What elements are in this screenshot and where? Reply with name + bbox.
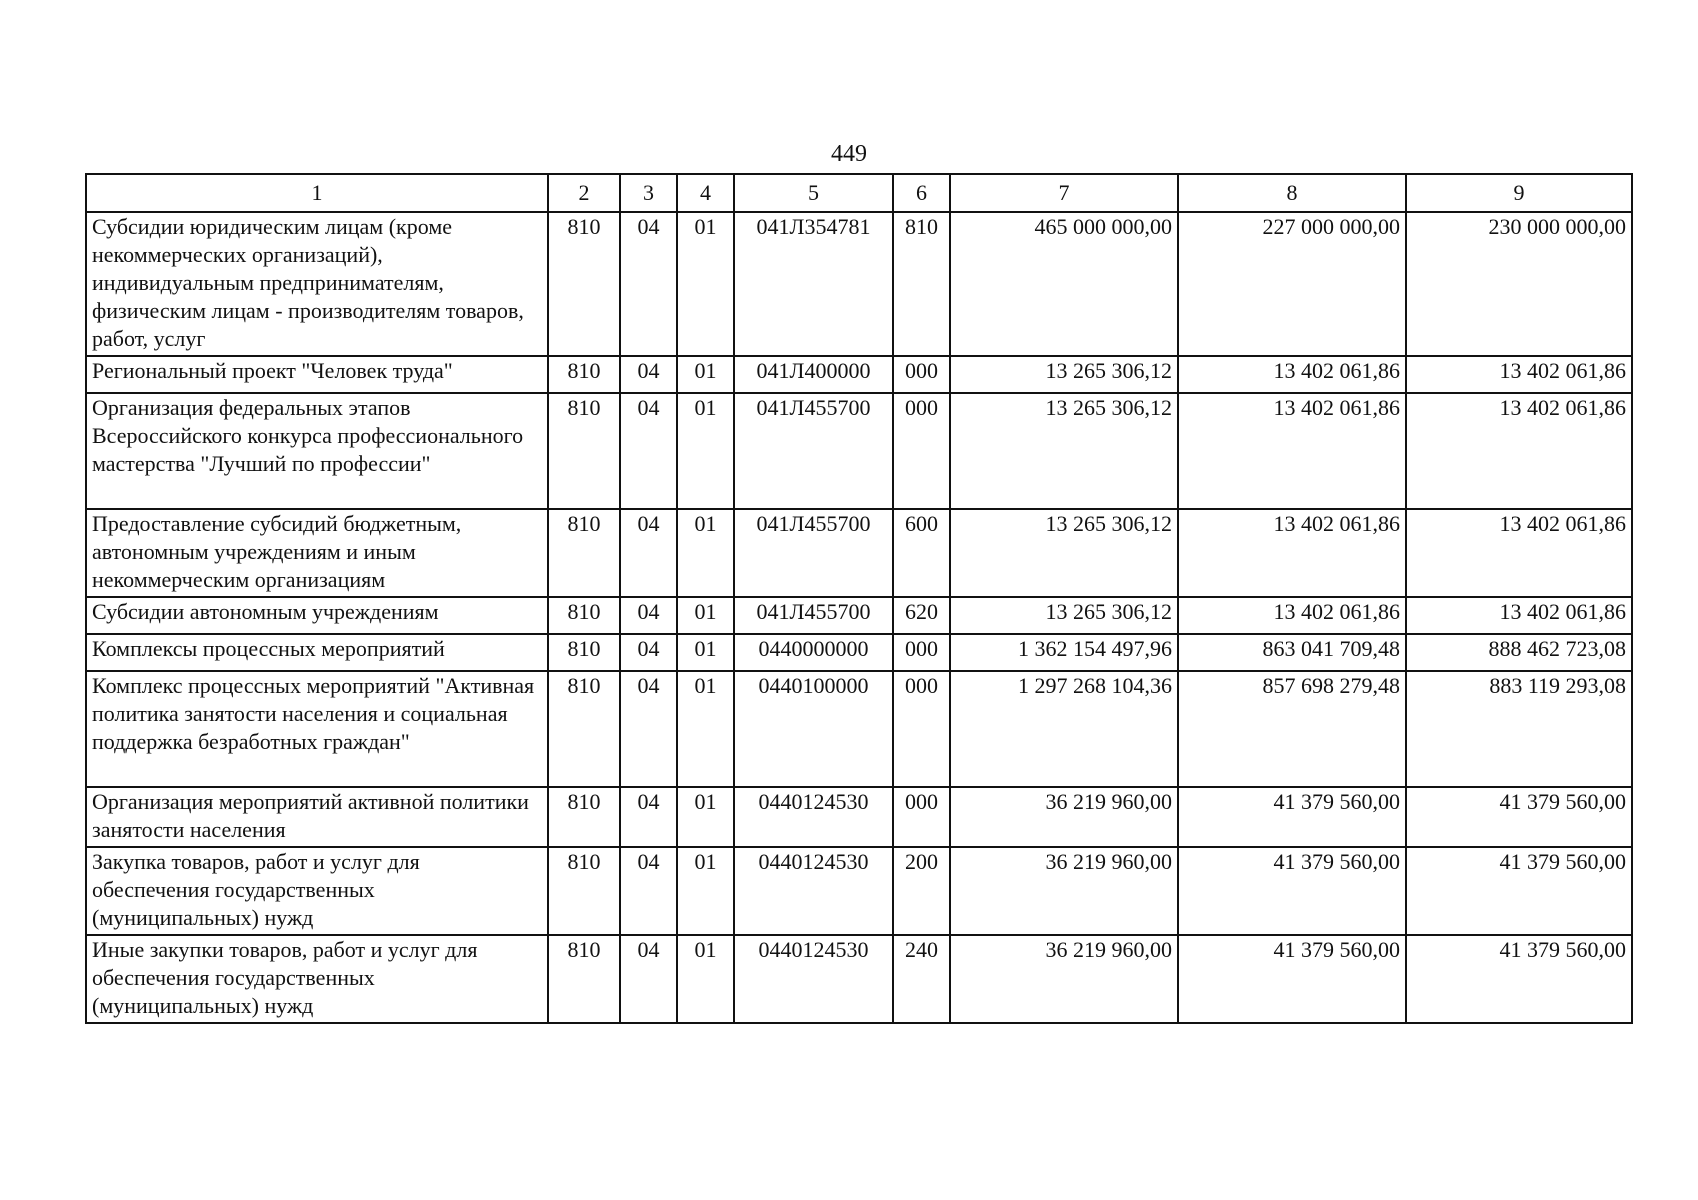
row-code-3: 04 bbox=[620, 847, 677, 935]
row-code-2: 810 bbox=[548, 212, 620, 356]
row-code-5: 0440000000 bbox=[734, 634, 893, 671]
row-code-4: 01 bbox=[677, 509, 734, 597]
row-code-4: 01 bbox=[677, 935, 734, 1023]
row-amount-9: 41 379 560,00 bbox=[1406, 787, 1632, 847]
row-code-6: 600 bbox=[893, 509, 950, 597]
row-code-4: 01 bbox=[677, 356, 734, 393]
row-name: Комплекс процессных мероприятий "Активная политика занятости населения и социальная поддержка безработных граждан" bbox=[86, 671, 548, 787]
header-cell-8: 8 bbox=[1178, 174, 1406, 212]
row-code-3: 04 bbox=[620, 212, 677, 356]
table-row bbox=[86, 509, 1632, 597]
header-cell-2: 2 bbox=[548, 174, 620, 212]
row-code-6: 000 bbox=[893, 393, 950, 509]
budget-table bbox=[85, 173, 1633, 1024]
row-code-5: 0440124530 bbox=[734, 787, 893, 847]
row-code-4: 01 bbox=[677, 671, 734, 787]
header-cell-7: 7 bbox=[950, 174, 1178, 212]
row-code-3: 04 bbox=[620, 787, 677, 847]
row-amount-8: 13 402 061,86 bbox=[1178, 356, 1406, 393]
header-cell-5: 5 bbox=[734, 174, 893, 212]
header-cell-9: 9 bbox=[1406, 174, 1632, 212]
row-code-4: 01 bbox=[677, 634, 734, 671]
row-name: Субсидии автономным учреждениям bbox=[86, 597, 548, 634]
table-row bbox=[86, 634, 1632, 671]
row-code-3: 04 bbox=[620, 671, 677, 787]
row-amount-9: 13 402 061,86 bbox=[1406, 393, 1632, 509]
row-amount-8: 227 000 000,00 bbox=[1178, 212, 1406, 356]
row-code-3: 04 bbox=[620, 634, 677, 671]
row-amount-9: 230 000 000,00 bbox=[1406, 212, 1632, 356]
row-code-3: 04 bbox=[620, 509, 677, 597]
row-code-3: 04 bbox=[620, 597, 677, 634]
row-code-6: 620 bbox=[893, 597, 950, 634]
row-code-6: 810 bbox=[893, 212, 950, 356]
row-code-4: 01 bbox=[677, 212, 734, 356]
row-name: Закупка товаров, работ и услуг для обеспечения государственных (муниципальных) нужд bbox=[86, 847, 548, 935]
row-code-5: 0440124530 bbox=[734, 847, 893, 935]
row-code-4: 01 bbox=[677, 847, 734, 935]
table-row bbox=[86, 847, 1632, 935]
row-name: Региональный проект "Человек труда" bbox=[86, 356, 548, 393]
row-amount-8: 13 402 061,86 bbox=[1178, 509, 1406, 597]
row-code-4: 01 bbox=[677, 787, 734, 847]
row-code-5: 041Л455700 bbox=[734, 509, 893, 597]
row-amount-8: 41 379 560,00 bbox=[1178, 935, 1406, 1023]
row-amount-7: 1 297 268 104,36 bbox=[950, 671, 1178, 787]
row-code-2: 810 bbox=[548, 356, 620, 393]
row-code-2: 810 bbox=[548, 509, 620, 597]
row-amount-9: 13 402 061,86 bbox=[1406, 597, 1632, 634]
row-code-5: 0440100000 bbox=[734, 671, 893, 787]
row-name: Субсидии юридическим лицам (кроме некоммерческих организаций), индивидуальным предпринимателям, физическим лицам - производителям товаров, работ, услуг bbox=[86, 212, 548, 356]
row-code-2: 810 bbox=[548, 634, 620, 671]
row-code-4: 01 bbox=[677, 393, 734, 509]
header-cell-6: 6 bbox=[893, 174, 950, 212]
row-amount-7: 36 219 960,00 bbox=[950, 787, 1178, 847]
row-code-4: 01 bbox=[677, 597, 734, 634]
row-name: Иные закупки товаров, работ и услуг для обеспечения государственных (муниципальных) нужд bbox=[86, 935, 548, 1023]
row-amount-7: 36 219 960,00 bbox=[950, 935, 1178, 1023]
row-name: Предоставление субсидий бюджетным, автономным учреждениям и иным некоммерческим организациям bbox=[86, 509, 548, 597]
table-row bbox=[86, 935, 1632, 1023]
row-code-5: 041Л400000 bbox=[734, 356, 893, 393]
row-code-2: 810 bbox=[548, 787, 620, 847]
row-amount-7: 13 265 306,12 bbox=[950, 597, 1178, 634]
row-code-2: 810 bbox=[548, 847, 620, 935]
table-row bbox=[86, 356, 1632, 393]
row-amount-8: 863 041 709,48 bbox=[1178, 634, 1406, 671]
row-code-3: 04 bbox=[620, 356, 677, 393]
row-name: Комплексы процессных мероприятий bbox=[86, 634, 548, 671]
table-row bbox=[86, 212, 1632, 356]
row-amount-8: 41 379 560,00 bbox=[1178, 787, 1406, 847]
row-code-6: 200 bbox=[893, 847, 950, 935]
table-row bbox=[86, 393, 1632, 509]
row-code-6: 000 bbox=[893, 356, 950, 393]
row-amount-7: 13 265 306,12 bbox=[950, 509, 1178, 597]
table-row bbox=[86, 787, 1632, 847]
row-amount-8: 41 379 560,00 bbox=[1178, 847, 1406, 935]
header-cell-4: 4 bbox=[677, 174, 734, 212]
table-row bbox=[86, 671, 1632, 787]
header-cell-1: 1 bbox=[86, 174, 548, 212]
row-amount-7: 13 265 306,12 bbox=[950, 393, 1178, 509]
row-amount-9: 41 379 560,00 bbox=[1406, 935, 1632, 1023]
row-name: Организация федеральных этапов Всероссийского конкурса профессионального мастерства "Лучший по профессии" bbox=[86, 393, 548, 509]
row-code-2: 810 bbox=[548, 671, 620, 787]
row-code-2: 810 bbox=[548, 935, 620, 1023]
row-code-6: 000 bbox=[893, 634, 950, 671]
header-row bbox=[86, 174, 1632, 212]
row-amount-9: 883 119 293,08 bbox=[1406, 671, 1632, 787]
row-amount-8: 13 402 061,86 bbox=[1178, 597, 1406, 634]
row-code-6: 240 bbox=[893, 935, 950, 1023]
row-amount-8: 13 402 061,86 bbox=[1178, 393, 1406, 509]
row-code-5: 041Л455700 bbox=[734, 393, 893, 509]
row-code-2: 810 bbox=[548, 393, 620, 509]
row-amount-7: 13 265 306,12 bbox=[950, 356, 1178, 393]
row-amount-9: 41 379 560,00 bbox=[1406, 847, 1632, 935]
table-row bbox=[86, 597, 1632, 634]
row-amount-8: 857 698 279,48 bbox=[1178, 671, 1406, 787]
row-amount-9: 13 402 061,86 bbox=[1406, 356, 1632, 393]
row-code-5: 0440124530 bbox=[734, 935, 893, 1023]
row-amount-7: 36 219 960,00 bbox=[950, 847, 1178, 935]
row-code-5: 041Л354781 bbox=[734, 212, 893, 356]
row-code-3: 04 bbox=[620, 393, 677, 509]
row-code-6: 000 bbox=[893, 671, 950, 787]
row-code-5: 041Л455700 bbox=[734, 597, 893, 634]
row-amount-9: 13 402 061,86 bbox=[1406, 509, 1632, 597]
row-code-6: 000 bbox=[893, 787, 950, 847]
header-cell-3: 3 bbox=[620, 174, 677, 212]
row-code-3: 04 bbox=[620, 935, 677, 1023]
row-amount-7: 465 000 000,00 bbox=[950, 212, 1178, 356]
row-name: Организация мероприятий активной политики занятости населения bbox=[86, 787, 548, 847]
page-number: 449 bbox=[831, 141, 867, 167]
row-amount-7: 1 362 154 497,96 bbox=[950, 634, 1178, 671]
row-code-2: 810 bbox=[548, 597, 620, 634]
row-amount-9: 888 462 723,08 bbox=[1406, 634, 1632, 671]
